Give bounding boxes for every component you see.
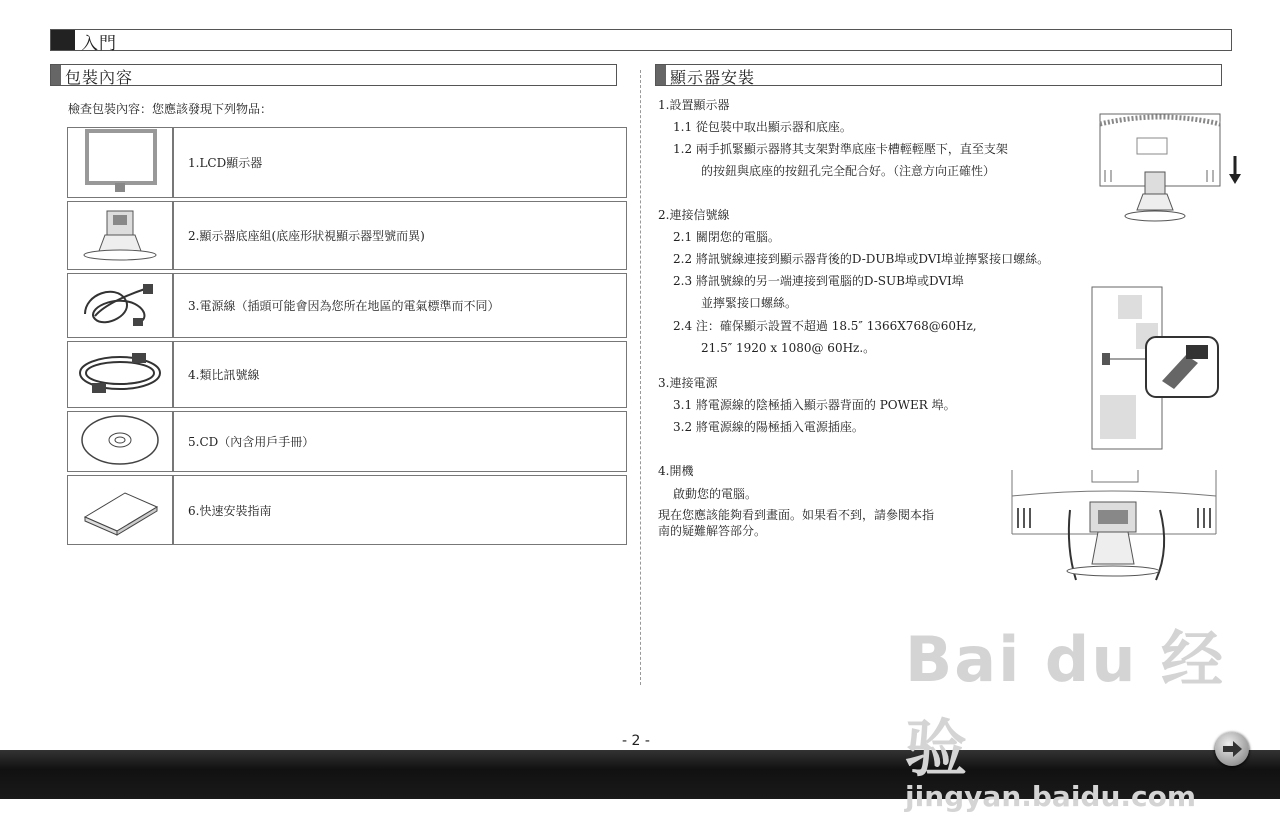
- step-2-3a: 2.3 將訊號線的另一端連接到電腦的D-SUB埠或DVI埠: [673, 274, 964, 288]
- step-1-title: 1.設置顯示器: [658, 98, 730, 112]
- item-label: 5.CD（內含用戶手冊）: [173, 411, 627, 472]
- step-3-title: 3.連接電源: [658, 376, 718, 390]
- item-label: 3.電源線（插頭可能會因為您所在地區的電氣標準而不同）: [173, 273, 627, 338]
- step-2-1: 2.1 關閉您的電腦。: [673, 230, 780, 244]
- step-4-2a: 現在您應該能夠看到畫面。如果看不到，請參閱本指: [658, 508, 935, 522]
- item-image-cell: [67, 341, 173, 408]
- table-row: [67, 341, 627, 408]
- package-contents-header: [50, 64, 617, 86]
- item-image-cell: [67, 411, 173, 472]
- cd-icon: [75, 412, 165, 468]
- table-row: [67, 411, 627, 472]
- vga-cable-icon: [72, 343, 168, 403]
- package-contents-title: 包裝內容: [65, 68, 134, 87]
- table-row: [67, 127, 627, 198]
- chapter-title: 入門: [81, 34, 117, 54]
- signal-cable-illustration: [1090, 285, 1220, 453]
- section-marker: [656, 65, 666, 85]
- monitor-setup-title: 顯示器安裝: [670, 68, 756, 87]
- watermark-brand: Bai du 经验: [905, 623, 1226, 785]
- item-label: 1.LCD顯示器: [173, 127, 627, 198]
- table-row: [67, 273, 627, 338]
- step-2-title: 2.連接信號線: [658, 208, 730, 222]
- stand-icon: [75, 203, 165, 265]
- header-marker: [51, 30, 75, 50]
- item-label: 6.快速安裝指南: [173, 475, 627, 545]
- chapter-header: [50, 29, 1232, 54]
- item-image-cell: [67, 475, 173, 545]
- step-2-4b: 21.5″ 1920 x 1080@ 60Hz.。: [701, 341, 876, 355]
- step-1-2a: 1.2 兩手抓緊顯示器將其支架對準底座卡槽輕輕壓下，直至支架: [673, 142, 1008, 156]
- step-4-title: 4.開機: [658, 464, 694, 478]
- baidu-watermark: [905, 610, 1280, 813]
- monitor-stand-illustration: [1095, 110, 1250, 230]
- item-label: 2.顯示器底座組(底座形狀視顯示器型號而異): [173, 201, 627, 270]
- monitor-setup-header: [655, 64, 1222, 86]
- step-3-1: 3.1 將電源線的陰極插入顯示器背面的 POWER 埠。: [673, 398, 956, 412]
- step-2-2: 2.2 將訊號線連接到顯示器背後的D-DUB埠或DVI埠並擰緊接口螺絲。: [673, 252, 1050, 266]
- item-image-cell: [67, 201, 173, 270]
- page-number: - 2 -: [622, 733, 650, 749]
- monitor-rear-illustration: [1010, 468, 1220, 588]
- step-2-3b: 並擰緊接口螺絲。: [701, 296, 798, 310]
- step-1-2b: 的按鈕與底座的按鈕孔完全配合好。（注意方向正確性）: [701, 164, 996, 178]
- watermark-url: jingyan.baidu.com: [905, 780, 1197, 813]
- monitor-icon: [75, 128, 165, 194]
- step-4-1: 啟動您的電腦。: [673, 487, 758, 501]
- item-image-cell: [67, 127, 173, 198]
- guide-icon: [75, 479, 165, 539]
- item-label: 4.類比訊號線: [173, 341, 627, 408]
- step-4-2b: 南的疑難解答部分。: [658, 524, 767, 538]
- step-2-4a: 2.4 注：確保顯示設置不超過 18.5″ 1366X768@60Hz,: [673, 319, 977, 333]
- package-items-table: [67, 124, 627, 548]
- package-intro: 檢查包裝內容：您應該發現下列物品：: [68, 102, 273, 116]
- column-divider: [640, 70, 641, 685]
- table-row: [67, 475, 627, 545]
- step-3-2: 3.2 將電源線的陽極插入電源插座。: [673, 420, 864, 434]
- section-marker: [51, 65, 61, 85]
- item-image-cell: [67, 273, 173, 338]
- power-cord-icon: [75, 274, 165, 334]
- step-1-1: 1.1 從包裝中取出顯示器和底座。: [673, 120, 852, 134]
- table-row: [67, 201, 627, 270]
